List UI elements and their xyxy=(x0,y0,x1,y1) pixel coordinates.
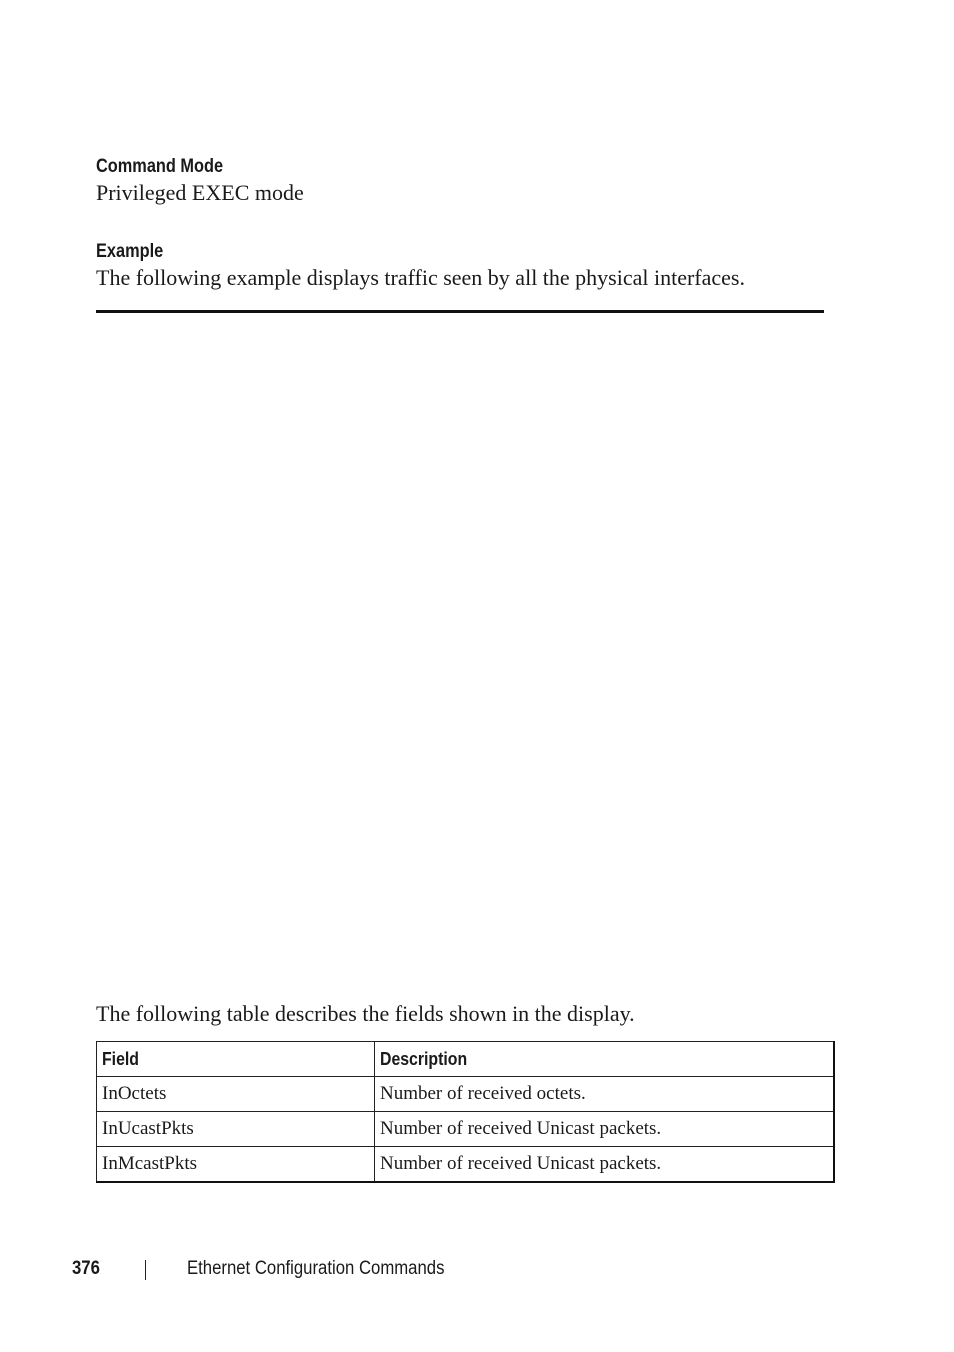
table-row xyxy=(97,1112,835,1147)
page-number: 376 xyxy=(72,1258,100,1279)
table-row xyxy=(97,1077,835,1112)
footer-separator xyxy=(145,1260,146,1280)
description-cell: Number of received Unicast packets. xyxy=(375,1112,835,1147)
example-text: The following example displays traffic seen by all the physical interfaces. xyxy=(96,265,745,290)
example-heading: Example xyxy=(96,241,164,262)
example-divider xyxy=(96,310,824,313)
command-mode-heading: Command Mode xyxy=(96,156,224,177)
description-cell: Number of received Unicast packets. xyxy=(375,1147,835,1182)
field-cell: InMcastPkts xyxy=(97,1147,375,1182)
field-cell: InOctets xyxy=(97,1077,375,1112)
chapter-title: Ethernet Configuration Commands xyxy=(187,1258,445,1279)
table-header-row xyxy=(97,1042,835,1077)
header-description: Description xyxy=(375,1042,835,1077)
description-cell: Number of received octets. xyxy=(375,1077,835,1112)
table-row xyxy=(97,1147,835,1182)
field-cell: InUcastPkts xyxy=(97,1112,375,1147)
command-mode-text: Privileged EXEC mode xyxy=(96,180,304,205)
fields-table xyxy=(96,1041,835,1183)
table-intro: The following table describes the fields shown in the display. xyxy=(96,1001,635,1026)
header-field: Field xyxy=(97,1042,375,1077)
